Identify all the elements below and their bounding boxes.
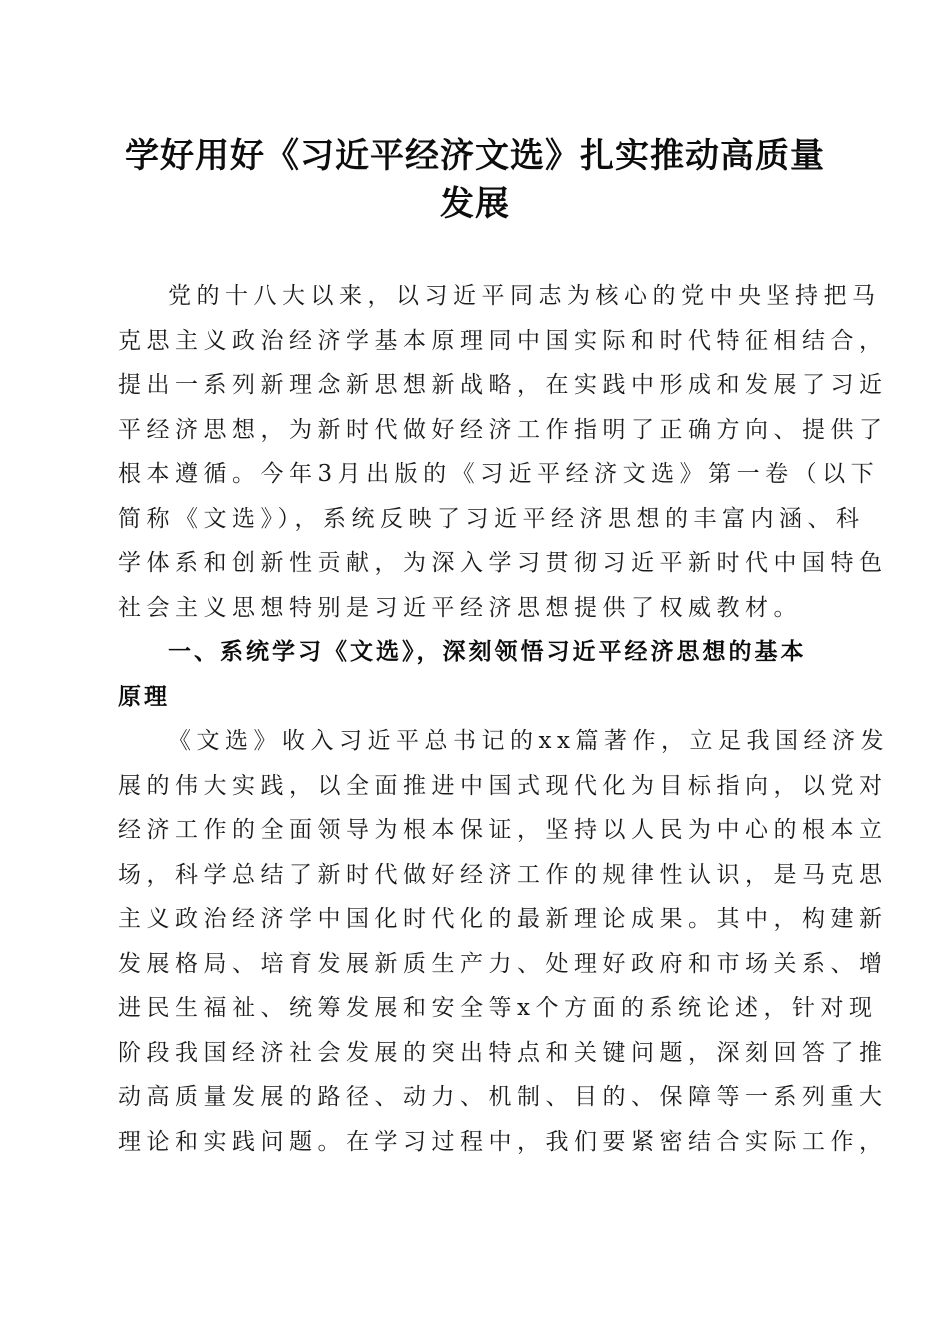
paragraph-line: 《文选》收入习近平总书记的xx篇著作，立足我国经济发 xyxy=(168,728,889,754)
paragraph-line: 动高质量发展的路径、动力、机制、目的、保障等一系列重大 xyxy=(118,1084,888,1110)
paragraph-line: 提出一系列新理念新思想新战略，在实践中形成和发展了习近 xyxy=(118,372,888,398)
section-paragraph xyxy=(118,719,889,1164)
paragraph-line: 社会主义思想特别是习近平经济思想提供了权威教材。 xyxy=(118,594,802,621)
paragraph-line: 克思主义政治经济学基本原理同中国实际和时代特征相结合， xyxy=(118,327,888,354)
paragraph-line: 经济工作的全面领导为根本保证，坚持以人民为中心的根本立 xyxy=(118,817,888,843)
paragraph-line: 场，科学总结了新时代做好经济工作的规律性认识，是马克思 xyxy=(118,861,888,888)
paragraph-line: 学体系和创新性贡献，为深入学习贯彻习近平新时代中国特色 xyxy=(118,550,888,576)
paragraph-line: 平经济思想，为新时代做好经济工作指明了正确方向、提供了 xyxy=(118,416,888,443)
paragraph-line: 阶段我国经济社会发展的突出特点和关键问题，深刻回答了推 xyxy=(118,1039,888,1066)
title-line: 学好用好《习近平经济文选》扎实推动高质量 xyxy=(125,136,825,176)
intro-paragraph xyxy=(118,274,888,630)
paragraph-line: 理论和实践问题。在学习过程中，我们要紧密结合实际工作， xyxy=(118,1128,888,1155)
paragraph-line: 党的十八大以来，以习近平同志为核心的党中央坚持把马 xyxy=(168,283,881,309)
title-line: 发展 xyxy=(440,184,510,224)
paragraph-line: 发展格局、培育发展新质生产力、处理好政府和市场关系、增 xyxy=(118,950,888,977)
document-title xyxy=(100,132,850,228)
section-heading xyxy=(118,630,830,719)
paragraph-line: 展的伟大实践，以全面推进中国式现代化为目标指向，以党对 xyxy=(118,772,888,799)
paragraph-line: 进民生福祉、统筹发展和安全等x个方面的系统论述，针对现 xyxy=(118,995,878,1021)
paragraph-line: 简称《文选》），系统反映了习近平经济思想的丰富内涵、科 xyxy=(118,505,865,532)
heading-line: 原理 xyxy=(118,683,170,710)
heading-line: 一、系统学习《文选》，深刻领悟习近平经济思想的基本 xyxy=(168,639,807,665)
paragraph-line: 主义政治经济学中国化时代化的最新理论成果。其中，构建新 xyxy=(118,906,888,932)
paragraph-line: 根本遵循。今年3月出版的《习近平经济文选》第一卷（以下 xyxy=(118,461,880,487)
